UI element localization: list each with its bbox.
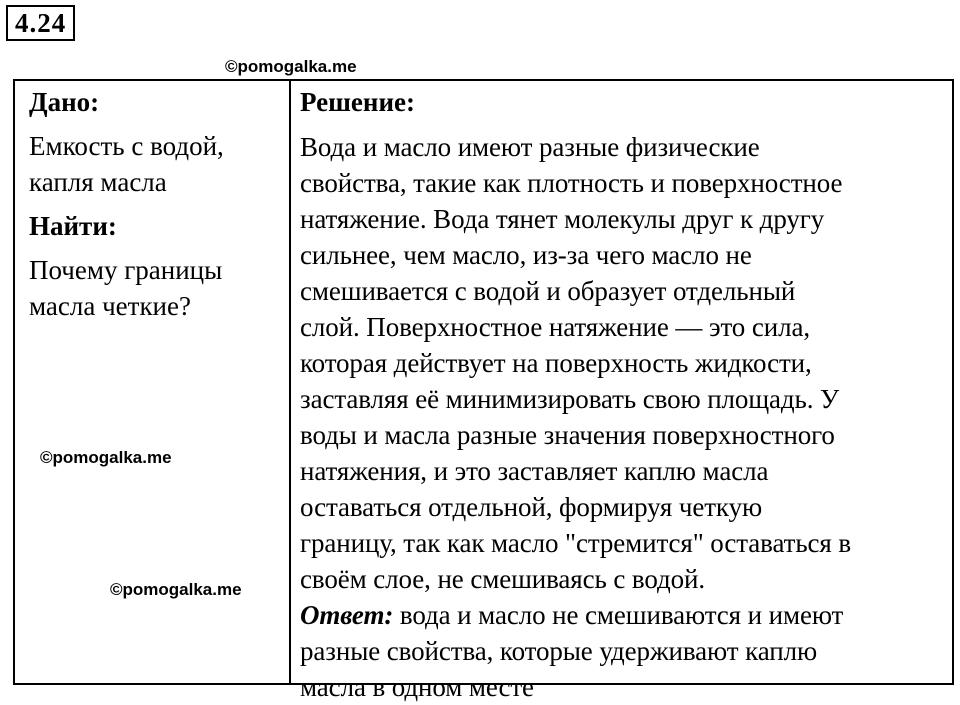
solution-line: оставаться отдельной, формируя четкую (300, 492, 763, 522)
answer-line (300, 597, 945, 633)
given-line: капля масла (29, 167, 167, 197)
solution-line: Вода и масло имеют разные физические (300, 132, 760, 162)
column-divider (289, 81, 291, 683)
solution-column (300, 84, 945, 705)
find-text (29, 252, 284, 324)
given-column (29, 84, 284, 324)
find-line: масла четкие? (29, 291, 191, 321)
find-heading: Найти: (29, 211, 117, 241)
solution-line: воды и масла разные значения поверхностного (300, 420, 835, 450)
watermark-top: ©pomogalka.me (225, 57, 357, 76)
solution-line: своём слое, не смешиваясь с водой. (300, 564, 706, 594)
solution-line: границу, так как масло "стремится" оставаться в (300, 528, 852, 558)
answer-line: разные свойства, которые удерживают каплю (300, 636, 818, 666)
solution-line: заставляя её минимизировать свою площадь. У (300, 384, 840, 414)
given-heading: Дано: (29, 87, 100, 117)
watermark-middle: ©pomogalka.me (40, 448, 172, 467)
find-line: Почему границы (29, 255, 223, 285)
solution-line: натяжения, и это заставляет каплю масла (300, 456, 769, 486)
solution-line: слой. Поверхностное натяжение — это сила, (300, 312, 810, 342)
answer-text: вода и масло не смешиваются и имеют (393, 600, 844, 630)
solution-line: смешивается с водой и образует отдельный (300, 276, 796, 306)
solution-heading: Решение: (300, 87, 415, 117)
solution-text (300, 129, 945, 597)
solution-line: свойства, такие как плотность и поверхностное (300, 168, 843, 198)
solution-line: натяжение. Вода тянет молекулы друг к другу (300, 204, 825, 234)
given-text (29, 128, 284, 200)
solution-line: которая действует на поверхность жидкости, (300, 348, 812, 378)
problem-number: 4.24 (6, 5, 75, 41)
watermark-bottom: ©pomogalka.me (110, 580, 242, 599)
solution-line: сильнее, чем масло, из-за чего масло не (300, 240, 752, 270)
answer-label: Ответ: (300, 600, 394, 630)
given-line: Емкость с водой, (29, 131, 224, 161)
answer-line: масла в одном месте (300, 672, 534, 702)
